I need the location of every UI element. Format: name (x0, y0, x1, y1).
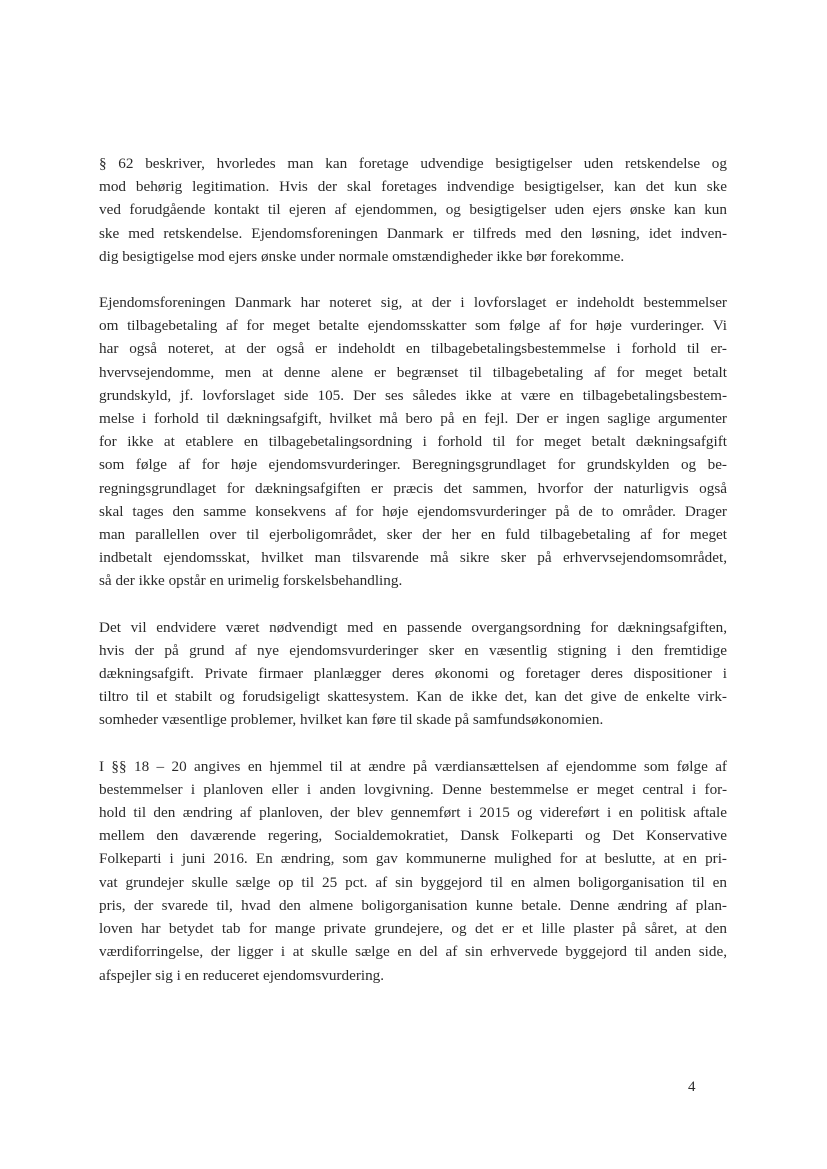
text-line: hold til den ændring af planloven, der blev gennemført i 2015 og videreført i en politisk aftale (99, 804, 727, 822)
text-line: ved forudgående kontakt til ejeren af ejendommen, og besigtigelser uden ejers ønske kan kun (99, 201, 727, 219)
text-line: som følge af for høje ejendomsvurderinger. Beregningsgrundlaget for grundskylden og be- (99, 456, 727, 474)
text-line: vat grundejer skulle sælge op til 25 pct. af sin byggejord til en almen boligorganisation til en (99, 873, 727, 891)
text-line: Ejendomsforeningen Danmark har noteret sig, at der i lovforslaget er indeholdt bestemmelser (99, 294, 727, 312)
text-line: grundskyld, jf. lovforslaget side 105. Der ses således ikke at være en tilbagebetalingsbestem- (99, 386, 727, 404)
text-line: mod behørig legitimation. Hvis der skal foretages indvendige besigtigelser, kan det kun ske (99, 178, 727, 196)
paragraph-1 (99, 152, 727, 268)
text-line: hvis der på grund af nye ejendomsvurderinger sker en væsentlig stigning i den fremtidige (99, 641, 727, 659)
text-line: § 62 beskriver, hvorledes man kan foretage udvendige besigtigelser uden retskendelse og (99, 155, 727, 172)
paragraph-3 (99, 616, 727, 732)
text-line: værdiforringelse, der ligger i at skulle sælge en del af sin erhvervede byggejord til anden side, (99, 943, 727, 961)
text-line: har også noteret, at der også er indeholdt en tilbagebetalingsbestemmelse i forhold til er- (99, 340, 727, 358)
paragraph-2 (99, 291, 727, 593)
text-line: pris, der svarede til, hvad den almene boligorganisation kunne betale. Denne ændring af plan- (99, 896, 727, 914)
text-line: ske med retskendelse. Ejendomsforeningen Danmark er tilfreds med den løsning, idet indven- (99, 224, 727, 242)
text-line: loven har betydet tab for mange private grundejere, og det er et lille plaster på såret, at den (99, 920, 727, 938)
paragraph-4 (99, 755, 727, 987)
text-line: dækningsafgift. Private firmaer planlægger deres økonomi og foretager deres dispositioner i (99, 665, 727, 683)
text-line: I §§ 18 – 20 angives en hjemmel til at ændre på værdiansættelsen af ejendomme som følge af (99, 757, 727, 775)
text-line: skal tages den samme konsekvens af for høje ejendomsvurderinger på de to områder. Drager (99, 502, 727, 520)
text-line: tiltro til et stabilt og forudsigeligt skattesystem. Kan de ikke det, kan det give de enkelte virk- (99, 688, 727, 706)
text-line: så der ikke opstår en urimelig forskelsbehandling. (99, 572, 403, 590)
text-line: afspejler sig i en reduceret ejendomsvurdering. (99, 966, 385, 984)
page-number: 4 (688, 1079, 696, 1095)
text-line: indbetalt ejendomsskat, hvilket man tilsvarende må sikre sker på erhvervsejendomsområdet, (99, 549, 727, 567)
text-line: for ikke at etablere en tilbagebetalingsordning i forhold til for meget betalt dækningsafgift (99, 433, 727, 451)
text-line: Det vil endvidere været nødvendigt med en passende overgangsordning for dækningsafgiften, (99, 618, 727, 636)
document-body (99, 152, 727, 1010)
text-line: mellem den daværende regering, Socialdemokratiet, Dansk Folkeparti og Det Konservative (99, 827, 727, 845)
text-line: man parallellen over til ejerboligområdet, sker der her en fuld tilbagebetaling af for meget (99, 526, 727, 544)
text-line: bestemmelser i planloven eller i anden lovgivning. Denne bestemmelse er meget central i for- (99, 780, 727, 798)
text-line: hvervsejendomme, men at denne alene er begrænset til tilbagebetaling af for meget betalt (99, 363, 727, 381)
text-line: Folkeparti i juni 2016. En ændring, som gav kommunerne mulighed for at beslutte, at en pri- (99, 850, 727, 868)
text-line: melse i forhold til dækningsafgift, hvilket må bero på en fejl. Der er ingen saglige argumenter (99, 410, 727, 428)
text-line: om tilbagebetaling af for meget betalte ejendomsskatter som følge af for høje vurderinger. Vi (99, 317, 727, 335)
text-line: dig besigtigelse mod ejers ønske under normale omstændigheder ikke bør forekomme. (99, 247, 625, 265)
text-line: regningsgrundlaget for dækningsafgiften er præcis det sammen, hvorfor der naturligvis også (99, 479, 727, 497)
text-line: somheder væsentlige problemer, hvilket kan føre til skade på samfundsøkonomien. (99, 711, 604, 729)
